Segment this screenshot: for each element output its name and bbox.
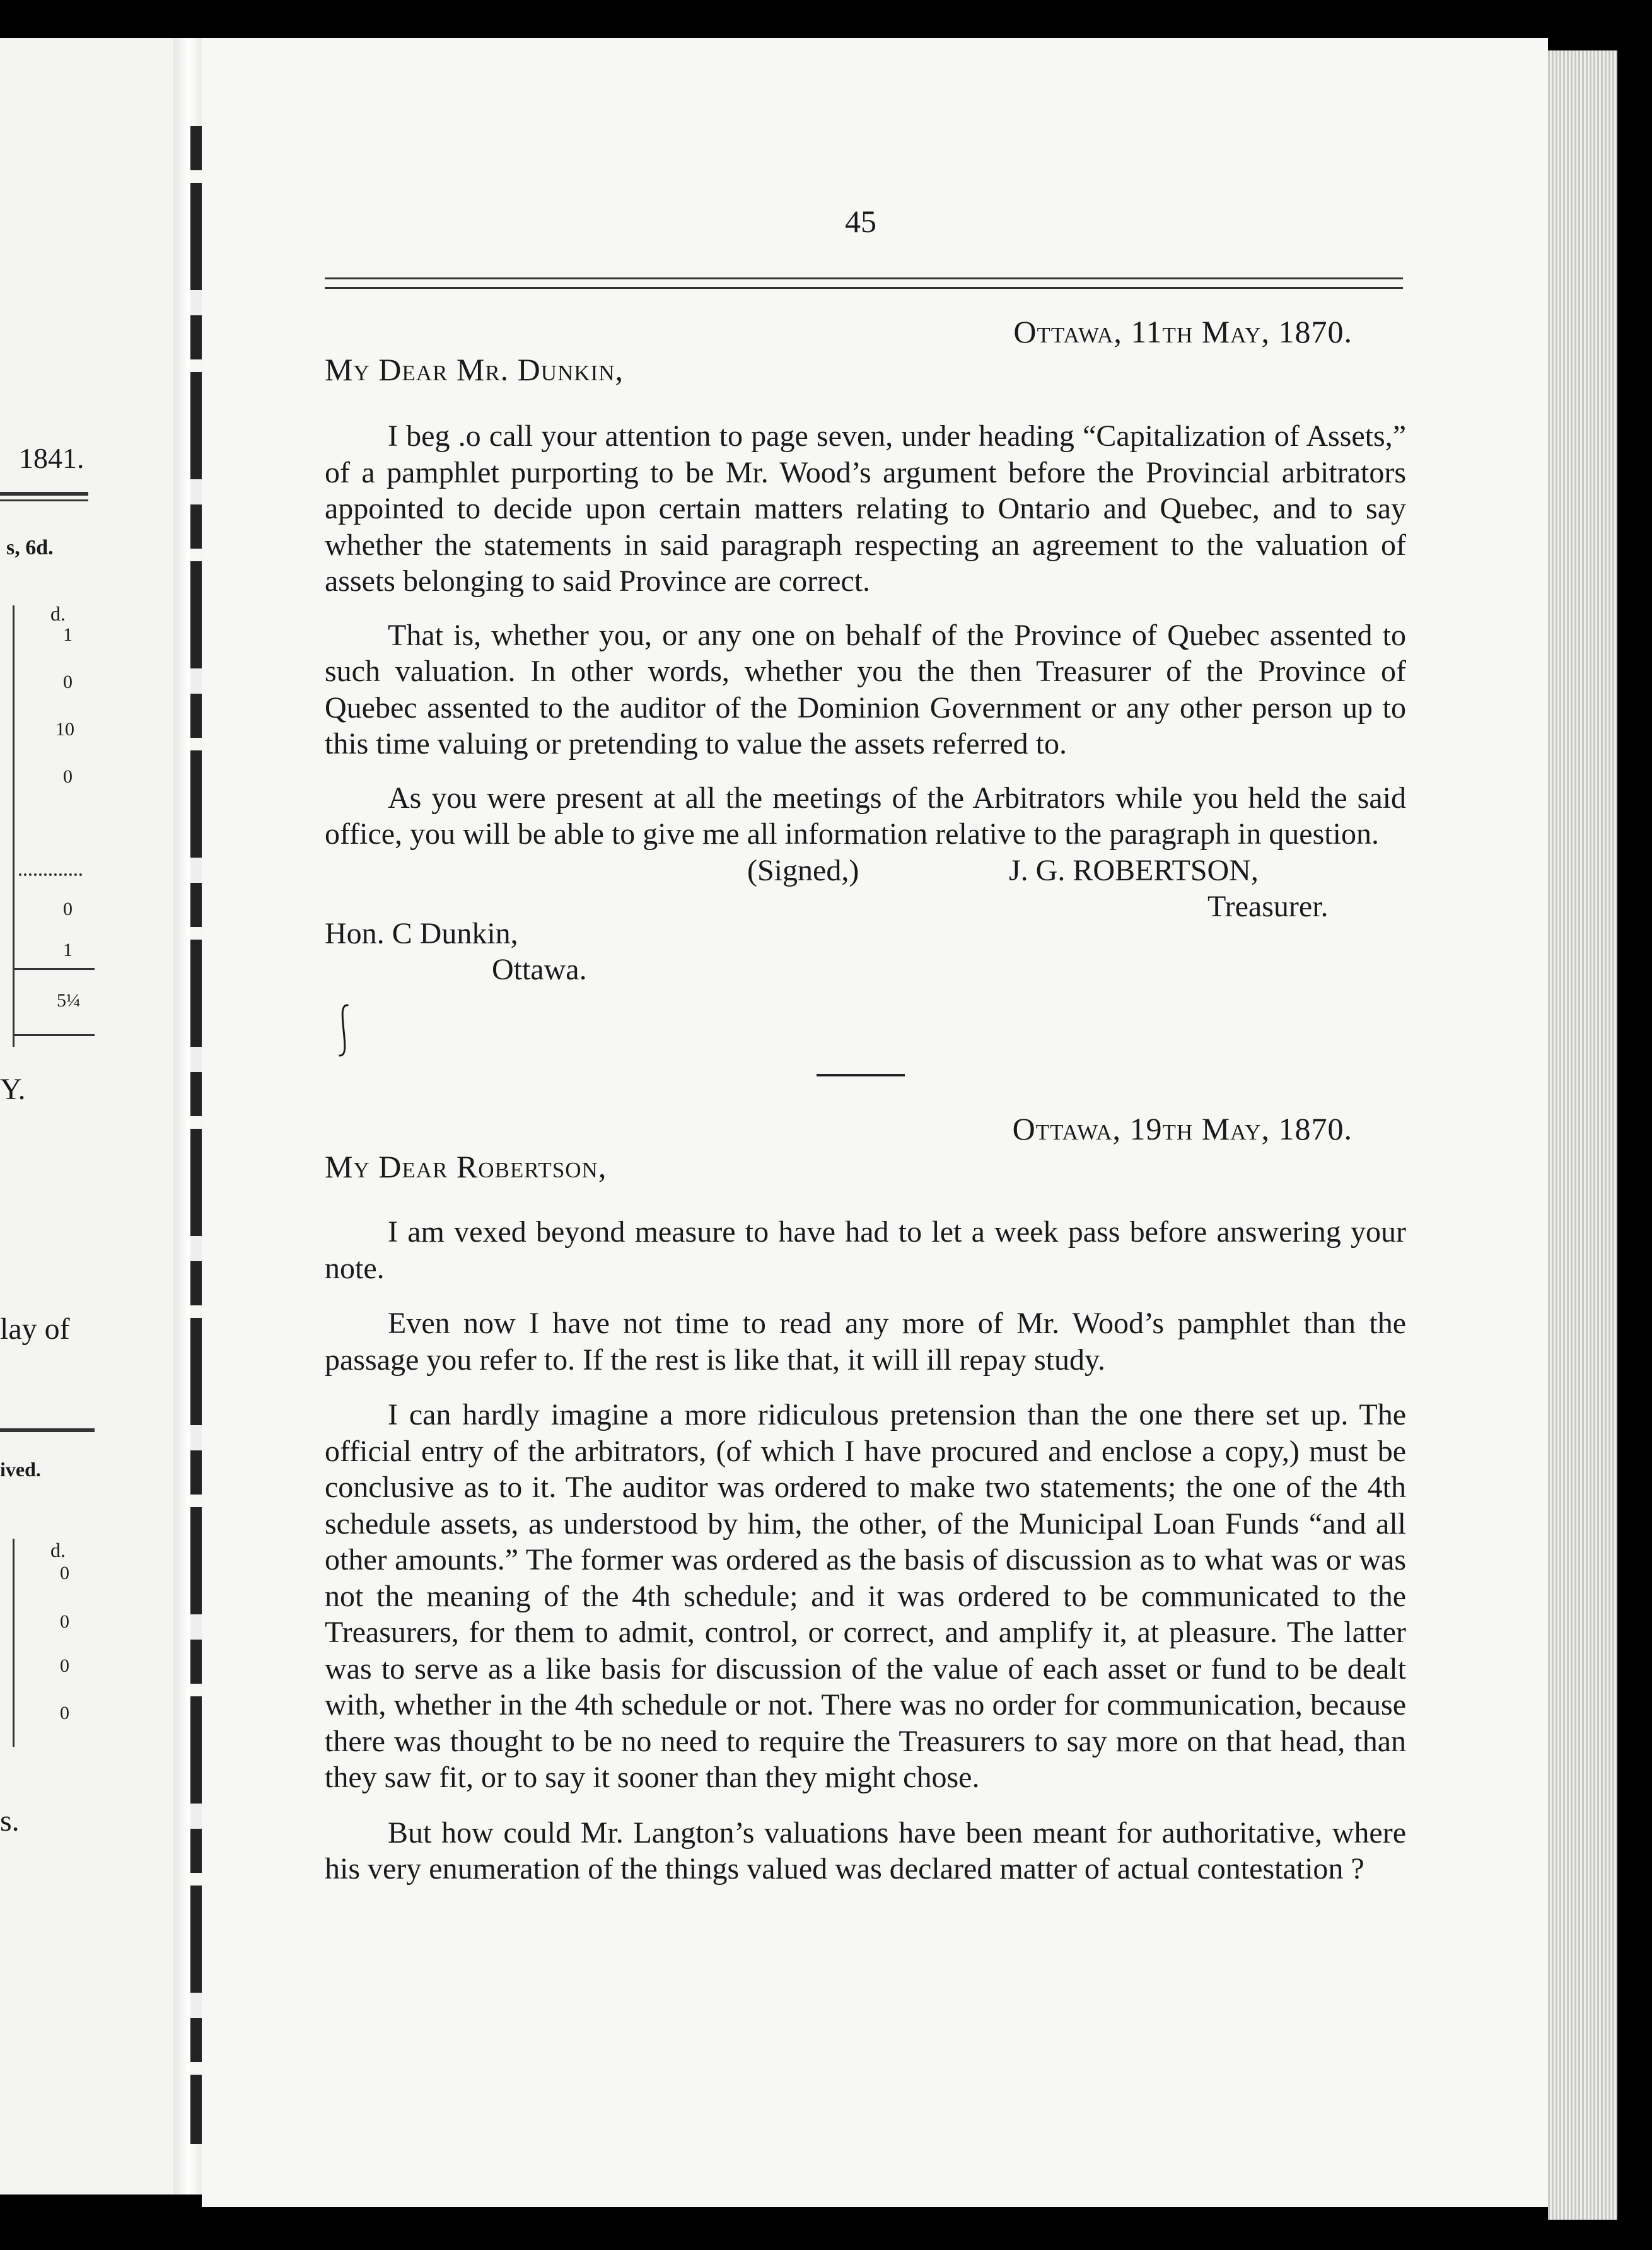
left-page-cell: 0 [63,766,73,787]
letter-1-salutation: My Dear Mr. Dunkin, [325,351,624,387]
left-page-cell: 0 [63,899,73,919]
header-double-rule [325,277,1403,289]
letter-2-paragraph: But how could Mr. Langton’s valuations have been meant for authoritative, where his very enumeration of the things valued was declared matter of actual contestation ? [325,1816,1406,1886]
letter-2-salutation: My Dear Robertson, [325,1148,607,1184]
left-page-word: lay of [0,1312,70,1346]
letter-1-addressee-block [325,916,1406,998]
letter-2-paragraph: I can hardly imagine a more ridiculous pretension than the one there set up. The official entry of the arbitrators, (of which I have procured and enclose a copy,) must be conclusive as to it. The auditor was ordered to make two statements; the one of the 4th schedule assets, as understood by him, the other, of the Municipal Loan Funds “and all other amounts.” The former was ordered as the basis of discussion as to what was or was not the meaning of the 4th schedule; and it was ordered to be communicated to the Treasurers, for them to admit, control, or correct, and amplify it, at pleasure. The latter was to serve as a like basis for discussion of the value of each asset or fund to be dealt with, whether in the 4th schedule or not. There was no order for communication, because there was thought to be no need to require the Treasurers to say more on that head, than they saw fit, or to say it sooner than they might chose. [325,1398,1406,1794]
left-page-cell: 5¼ [57,990,81,1011]
left-page-row-rule [13,1034,95,1036]
left-page-fragment [0,38,173,2195]
letter-separator-rule [817,1074,905,1076]
letter-2-paragraph: I am vexed beyond measure to have had to let a week pass before answering your note. [325,1215,1406,1285]
left-page-col-header: d. [50,1539,66,1561]
left-page-col-header: d. [50,602,66,625]
signer-title: Treasurer. [1207,889,1329,923]
addressee-name: Hon. C Dunkin, [325,916,518,950]
left-page-word: ived. [0,1458,41,1481]
left-page-rule [0,1428,95,1432]
letter-2-paragraph: Even now I have not time to read any more of Mr. Wood’s pamphlet than the passage you refer to. If the rest is like that, it will ill repay study. [325,1307,1406,1377]
addressee-place: Ottawa. [492,952,587,986]
gutter-binding-shadow [190,126,202,2144]
addressee-brace: ⎰ [331,1004,356,1059]
letter-2-dateline: Ottawa, 19th May, 1870. [1012,1111,1352,1146]
left-page-currency-header: s, 6d. [6,536,54,559]
left-page-table-border [13,1539,15,1747]
left-page-cell: 1 [63,624,73,645]
left-page-cell: 0 [63,672,73,692]
left-page-rule-thin [0,499,88,501]
letter-1 [325,314,1406,998]
left-page-cell: 0 [60,1611,69,1632]
letter-1-dateline: Ottawa, 11th May, 1870. [1013,314,1352,349]
left-page-cell: 0 [60,1703,69,1723]
signed-label: (Signed,) [747,853,859,887]
letter-1-paragraph: That is, whether you, or any one on behalf of the Province of Quebec assented to such valuation. In other words, whether you the then Treasurer of the Province of Quebec assented to the auditor of the Dominion Government or any other person up to this time valuing or pretending to value the assets referred to. [325,618,1406,761]
letter-1-paragraph: As you were present at all the meetings of the Arbitrators while you held the said office, you will be able to give me all information relative to the paragraph in question. [325,781,1406,851]
left-page-word: s. [0,1804,20,1838]
left-page-row-rule [13,968,95,970]
left-page-rule [0,492,88,496]
signer-name: J. G. ROBERTSON, [1009,853,1259,887]
left-page-year: 1841. [19,442,84,474]
left-page-dotted-leader [19,873,82,876]
letter-1-signature-block [325,853,1406,923]
left-page-cell: 10 [55,719,74,740]
left-page-table-border [13,605,15,1047]
letter-1-paragraph: I beg .o call your attention to page seven, under heading “Capitalization of Assets,” of a pamphlet purporting to be Mr. Wood’s argument before the Provincial arbitrators appointed to decide upon certain matters relating to Ontario and Quebec, and to say whether the statements in said paragraph respecting an agreement to the valuation of assets belonging to said Province are correct. [325,419,1406,598]
left-page-cell: 0 [60,1655,69,1676]
left-page-cell: 0 [60,1563,69,1583]
left-page-cell: 1 [63,940,73,960]
page-number: 45 [845,204,876,239]
letter-2 [325,1111,1406,1887]
left-page-word: Y. [0,1073,26,1106]
page-edge-stack [1548,50,1617,2220]
